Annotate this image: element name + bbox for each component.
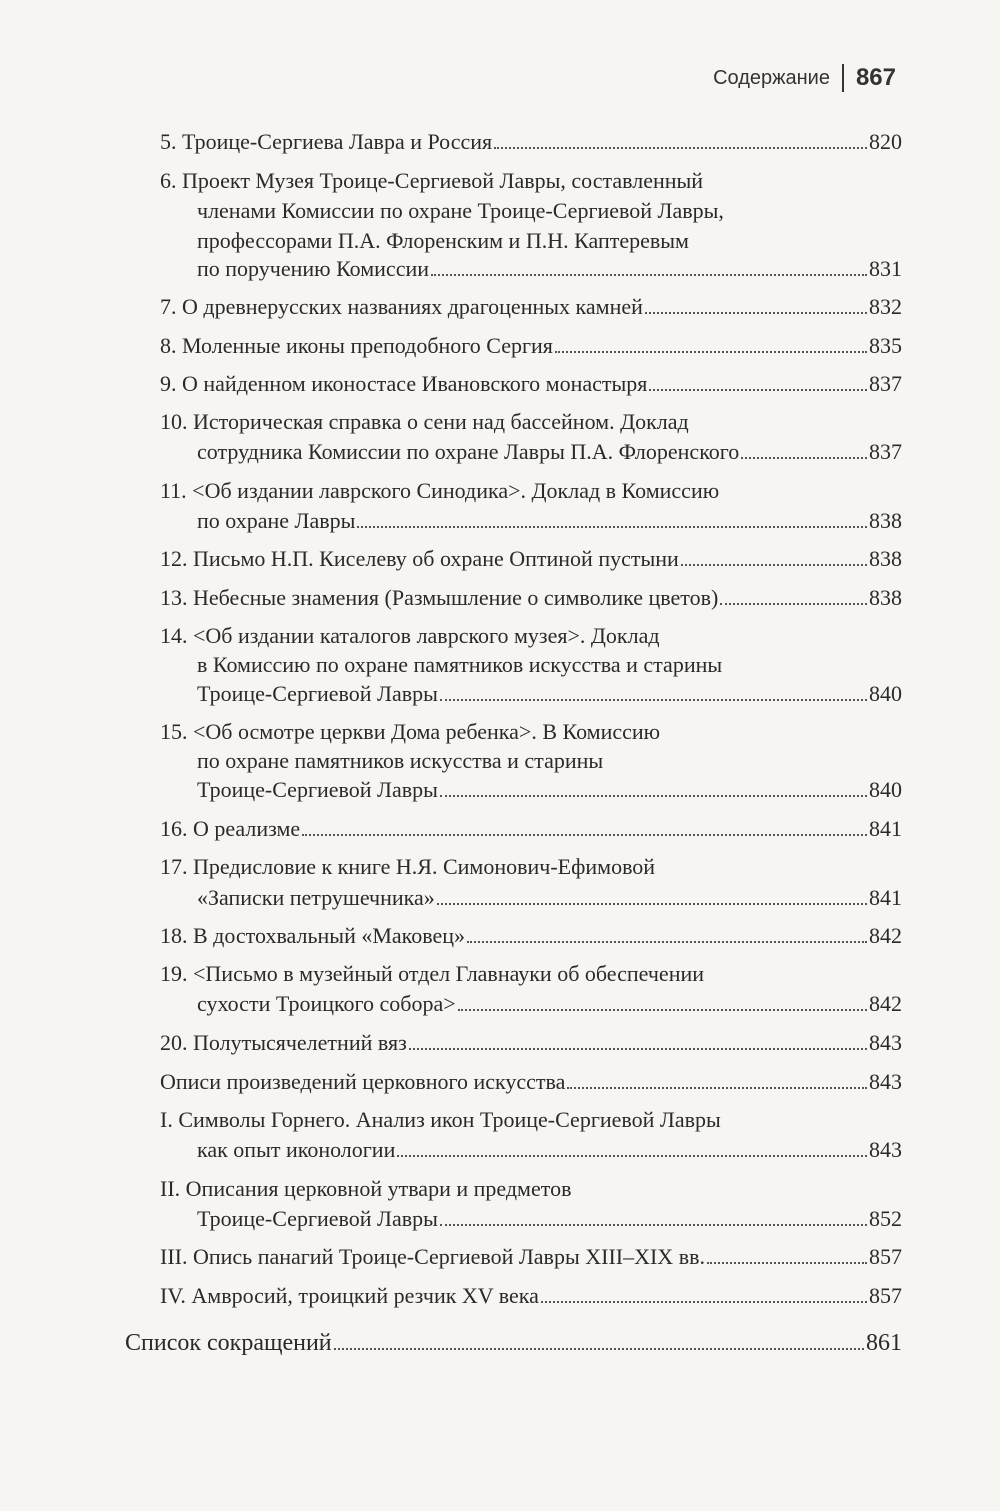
toc-entry-title: 12. Письмо Н.П. Киселеву об охране Оптиной пустыни bbox=[160, 546, 679, 571]
toc-entry-title: 20. Полутысячелетний вяз bbox=[160, 1030, 407, 1055]
toc-entry-page: 861 bbox=[866, 1330, 902, 1356]
toc-entry-line: 14. <Об издании каталогов лаврского музея>. Доклад bbox=[160, 623, 660, 648]
dot-leader bbox=[541, 1297, 867, 1303]
toc-entry-title: 13. Небесные знамения (Размышление о символике цветов) bbox=[160, 585, 719, 610]
toc-entry-title: 9. О найденном иконостасе Ивановского монастыря bbox=[160, 371, 648, 396]
dot-leader bbox=[397, 1151, 867, 1157]
toc-entry-title: Троице-Сергиевой Лавры bbox=[197, 1206, 438, 1231]
toc-entry-page: 837 bbox=[869, 439, 902, 464]
toc-entry-title: сотрудника Комиссии по охране Лавры П.А. Флоренского bbox=[197, 439, 740, 464]
toc-entry-page: 843 bbox=[869, 1069, 902, 1094]
toc-entry-page: 843 bbox=[869, 1030, 902, 1055]
toc-entry-line: 10. Историческая справка о сени над бассейном. Доклад bbox=[160, 409, 689, 434]
toc-entry-page: 840 bbox=[869, 681, 902, 706]
toc-entry-line: 11. <Об издании лаврского Синодика>. Доклад в Комиссию bbox=[160, 478, 720, 503]
toc-entry-page: 852 bbox=[869, 1206, 902, 1231]
toc-entry-20[interactable] bbox=[160, 1030, 902, 1056]
toc-entry-page: 843 bbox=[869, 1137, 902, 1162]
dot-leader bbox=[431, 270, 867, 276]
toc-entry-page: 857 bbox=[869, 1244, 902, 1269]
dot-leader bbox=[437, 899, 867, 905]
toc-entry-title: по охране Лавры bbox=[197, 508, 356, 533]
toc-entry-title: Троице-Сергиевой Лавры bbox=[197, 681, 438, 706]
toc-entry-line: II. Описания церковной утвари и предметов bbox=[160, 1176, 572, 1201]
toc-entry-page: 842 bbox=[869, 923, 902, 948]
toc-entry-16[interactable] bbox=[160, 816, 902, 842]
toc-entry-17[interactable] bbox=[197, 885, 902, 911]
dot-leader bbox=[555, 347, 867, 353]
toc-entry-page: 832 bbox=[869, 294, 902, 319]
dot-leader bbox=[357, 522, 867, 528]
dot-leader bbox=[494, 143, 867, 149]
toc-entry-iv[interactable] bbox=[160, 1283, 902, 1309]
toc-entry-page: 840 bbox=[869, 777, 902, 802]
dot-leader bbox=[458, 1005, 867, 1011]
toc-entry-line: профессорами П.А. Флоренским и П.Н. Каптеревым bbox=[197, 228, 689, 253]
toc-entry-title: 18. В достохвальный «Маковец» bbox=[160, 923, 466, 948]
toc-entry-title: сухости Троицкого собора> bbox=[197, 991, 456, 1016]
toc-entry-page: 841 bbox=[869, 885, 902, 910]
dot-leader bbox=[645, 308, 867, 314]
dot-leader bbox=[440, 1220, 867, 1226]
toc-entry-line: I. Символы Горнего. Анализ икон Троице-Сергиевой Лавры bbox=[160, 1107, 721, 1132]
dot-leader bbox=[440, 791, 867, 797]
toc-entry-line: 17. Предисловие к книге Н.Я. Симонович-Ефимовой bbox=[160, 854, 656, 879]
toc-entry-title: Список сокращений bbox=[125, 1330, 332, 1356]
toc-entry-title: как опыт иконологии bbox=[197, 1137, 396, 1162]
toc-entry-line: 19. <Письмо в музейный отдел Главнауки об обеспечении bbox=[160, 961, 705, 986]
toc-entry-line: 15. <Об осмотре церкви Дома ребенка>. В Комиссию bbox=[160, 719, 661, 744]
dot-leader bbox=[440, 695, 867, 701]
toc-entry-13[interactable] bbox=[160, 585, 902, 611]
toc-entry-title: 5. Троице-Сергиева Лавра и Россия bbox=[160, 129, 493, 154]
toc-entry-page: 831 bbox=[869, 256, 902, 281]
section-title: Содержание bbox=[713, 66, 830, 89]
toc-entry-6[interactable] bbox=[197, 256, 902, 282]
dot-leader bbox=[334, 1344, 864, 1350]
toc-entry-iii[interactable] bbox=[160, 1244, 902, 1270]
toc-entry-title: «Записки петрушечника» bbox=[197, 885, 435, 910]
toc-entry-page: 842 bbox=[869, 991, 902, 1016]
dot-leader bbox=[649, 385, 867, 391]
toc-entry-10[interactable] bbox=[197, 439, 902, 465]
toc-entry-page: 857 bbox=[869, 1283, 902, 1308]
dot-leader bbox=[681, 560, 867, 566]
dot-leader bbox=[720, 599, 867, 605]
toc-entry-inventories[interactable] bbox=[160, 1069, 902, 1095]
toc-entry-15[interactable] bbox=[197, 777, 902, 803]
toc-entry-8[interactable] bbox=[160, 333, 902, 359]
toc-entry-page: 841 bbox=[869, 816, 902, 841]
toc-entry-18[interactable] bbox=[160, 923, 902, 949]
dot-leader bbox=[567, 1083, 867, 1089]
dot-leader bbox=[741, 453, 867, 459]
toc-entry-5[interactable] bbox=[160, 129, 902, 155]
toc-entry-title: IV. Амвросий, троицкий резчик XV века bbox=[160, 1283, 539, 1308]
toc-entry-page: 838 bbox=[869, 546, 902, 571]
toc-entry-7[interactable] bbox=[160, 294, 902, 320]
toc-entry-page: 837 bbox=[869, 371, 902, 396]
toc-entry-title: Троице-Сергиевой Лавры bbox=[197, 777, 438, 802]
toc-entry-14[interactable] bbox=[197, 681, 902, 707]
toc-entry-11[interactable] bbox=[197, 508, 902, 534]
toc-entry-9[interactable] bbox=[160, 371, 902, 397]
toc-entry-page: 820 bbox=[869, 129, 902, 154]
toc-entry-title: III. Опись панагий Троице-Сергиевой Лавры XIII–XIX вв. bbox=[160, 1244, 705, 1269]
toc-entry-line: членами Комиссии по охране Троице-Сергиевой Лавры, bbox=[197, 198, 724, 223]
toc-entry-title: 8. Моленные иконы преподобного Сергия bbox=[160, 333, 553, 358]
toc-entry-title: по поручению Комиссии bbox=[197, 256, 429, 281]
toc-entry-12[interactable] bbox=[160, 546, 902, 572]
dot-leader bbox=[467, 937, 867, 943]
toc-entry-page: 835 bbox=[869, 333, 902, 358]
dot-leader bbox=[707, 1258, 867, 1264]
toc-entry-page: 838 bbox=[869, 585, 902, 610]
toc-entry-page: 838 bbox=[869, 508, 902, 533]
toc-entry-line: 6. Проект Музея Троице-Сергиевой Лавры, составленный bbox=[160, 168, 704, 193]
dot-leader bbox=[409, 1044, 867, 1050]
dot-leader bbox=[302, 830, 867, 836]
toc-entry-title: 7. О древнерусских названиях драгоценных камней bbox=[160, 294, 643, 319]
toc-entry-abbreviations[interactable] bbox=[125, 1330, 902, 1356]
toc-entry-title: 16. О реализме bbox=[160, 816, 301, 841]
toc-entry-ii[interactable] bbox=[197, 1206, 902, 1232]
toc-entry-line: в Комиссию по охране памятников искусства и старины bbox=[197, 652, 723, 677]
toc-entry-title: Описи произведений церковного искусства bbox=[160, 1069, 566, 1094]
toc-entry-line: по охране памятников искусства и старины bbox=[197, 748, 604, 773]
toc-entry-i[interactable] bbox=[197, 1137, 902, 1163]
page-number: 867 bbox=[855, 64, 896, 91]
toc-entry-19[interactable] bbox=[197, 991, 902, 1017]
